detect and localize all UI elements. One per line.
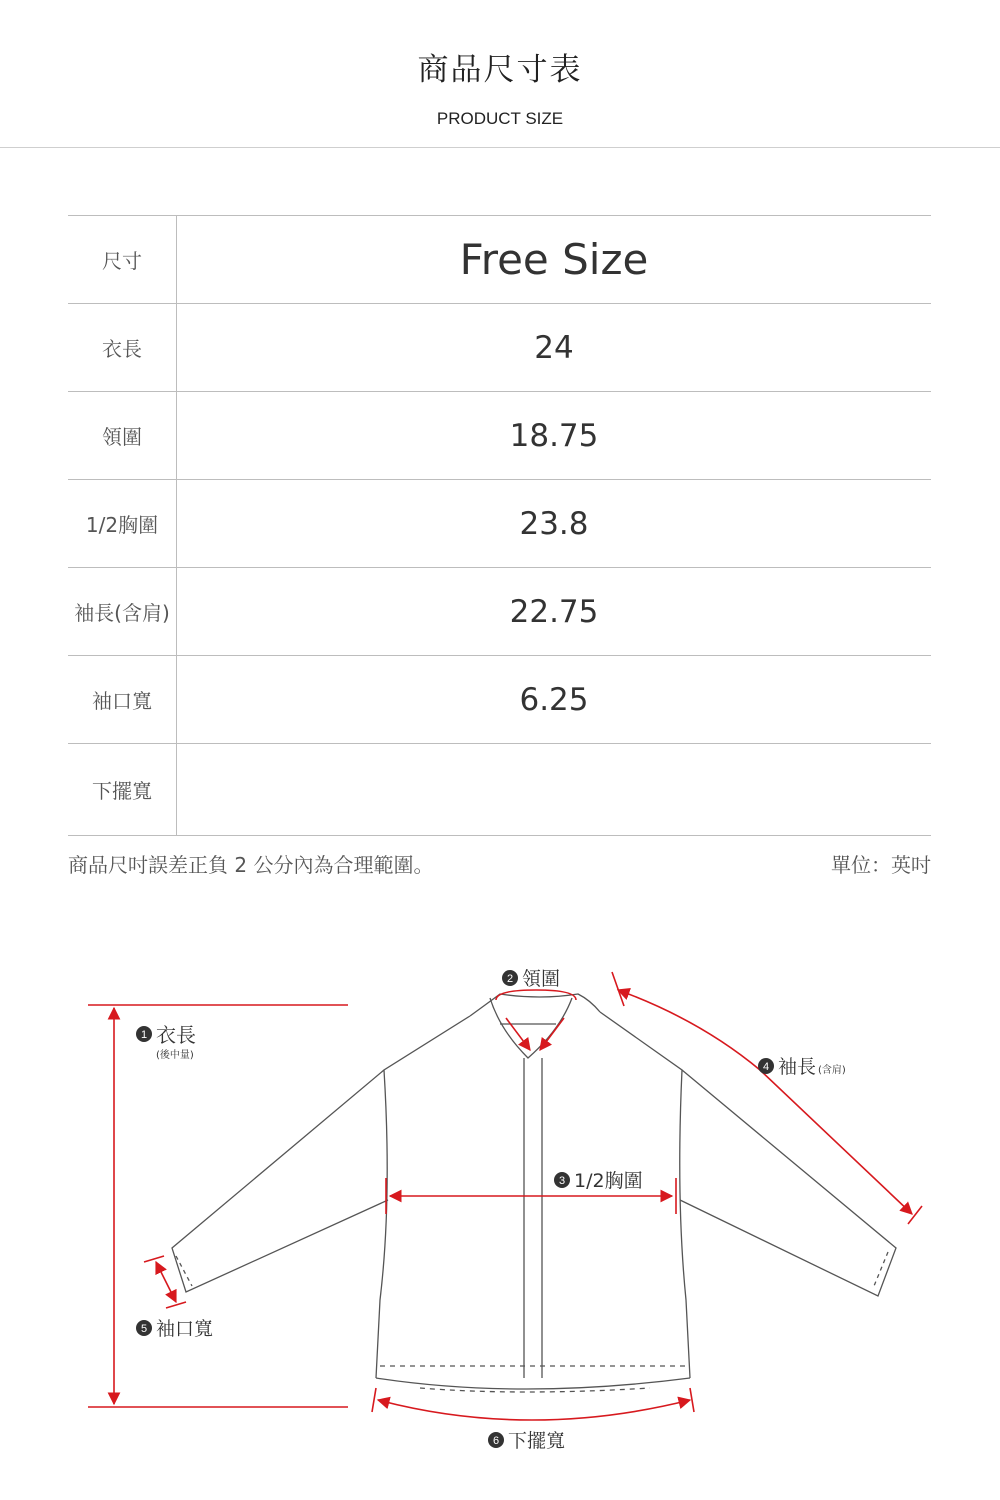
unit-note: 單位：英吋 bbox=[831, 853, 931, 877]
badge-3 bbox=[554, 1172, 570, 1188]
hem-label: 下擺寬 bbox=[508, 1430, 566, 1452]
sleeve-label: 袖長 bbox=[778, 1056, 817, 1078]
sleeve-top-tick bbox=[612, 972, 624, 1006]
badge-1 bbox=[136, 1026, 152, 1042]
row-label: 袖口寬 bbox=[68, 656, 177, 744]
row-value: Free Size bbox=[177, 216, 932, 304]
row-value: 23.8 bbox=[177, 480, 932, 568]
sleeve-sublabel: (含肩) bbox=[818, 1065, 846, 1076]
row-label: 尺寸 bbox=[68, 216, 177, 304]
badge-4 bbox=[758, 1058, 774, 1074]
svg-text:5: 5 bbox=[140, 1323, 148, 1335]
hem-left-tick bbox=[372, 1388, 376, 1412]
svg-text:6: 6 bbox=[492, 1435, 500, 1447]
cuff-top-tick bbox=[144, 1256, 164, 1262]
svg-text:1: 1 bbox=[140, 1029, 148, 1041]
sleeve-bottom-tick bbox=[908, 1206, 922, 1224]
row-value: 22.75 bbox=[177, 568, 932, 656]
neck-arrow-right bbox=[540, 1018, 564, 1050]
neck-arrow-left bbox=[506, 1018, 530, 1050]
page-subtitle: PRODUCT SIZE bbox=[436, 109, 564, 128]
row-label: 下擺寬 bbox=[68, 744, 177, 836]
cuff-label: 袖口寬 bbox=[156, 1318, 214, 1340]
svg-text:4: 4 bbox=[762, 1061, 770, 1073]
cuff-arrow bbox=[156, 1262, 176, 1302]
length-label: 衣長 bbox=[156, 1023, 196, 1047]
row-label: 衣長 bbox=[68, 304, 177, 392]
badge-5 bbox=[136, 1320, 152, 1336]
row-value: 6.25 bbox=[177, 656, 932, 744]
svg-text:2: 2 bbox=[506, 973, 514, 985]
badge-2 bbox=[502, 970, 518, 986]
badge-6 bbox=[488, 1432, 504, 1448]
row-label: 1/2胸圍 bbox=[68, 480, 177, 568]
neck-label: 領圍 bbox=[522, 968, 561, 990]
row-value: 18.75 bbox=[177, 392, 932, 480]
page-title: 商品尺寸表 bbox=[417, 52, 583, 88]
tolerance-note: 商品尺吋誤差正負 2 公分內為合理範圍。 bbox=[68, 853, 434, 877]
cuff-bottom-tick bbox=[166, 1302, 186, 1308]
sleeve-arrow bbox=[618, 990, 912, 1214]
measurement-lines bbox=[88, 972, 922, 1420]
hem-right-tick bbox=[690, 1388, 694, 1412]
row-label: 袖長(含肩) bbox=[68, 568, 177, 656]
row-label: 領圍 bbox=[68, 392, 177, 480]
row-value: 24 bbox=[177, 304, 932, 392]
svg-text:3: 3 bbox=[558, 1175, 566, 1187]
chest-label: 1/2胸圍 bbox=[574, 1170, 643, 1192]
length-sublabel: (後中量) bbox=[156, 1050, 194, 1061]
hem-arrow bbox=[378, 1400, 690, 1420]
jacket-outline bbox=[172, 994, 896, 1392]
